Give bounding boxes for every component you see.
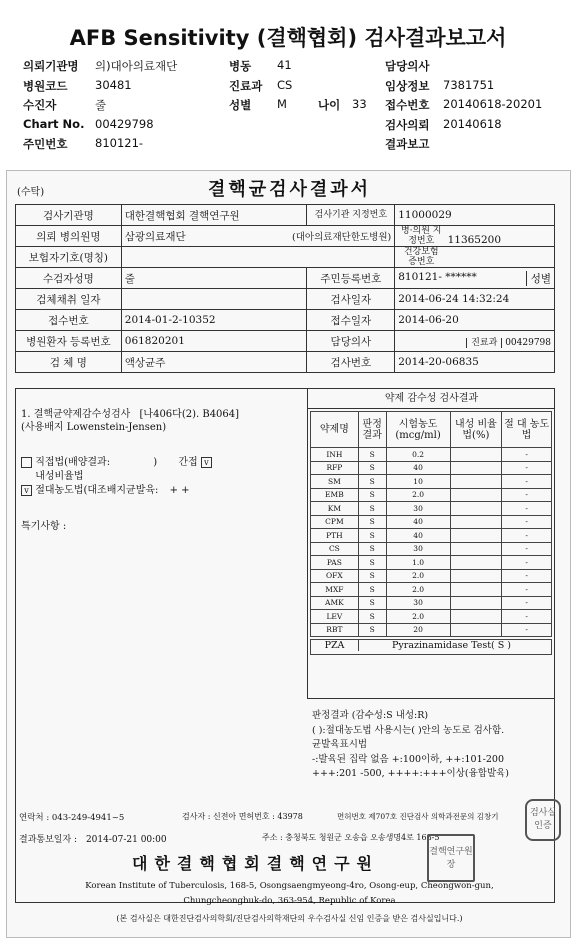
drug-row [311, 556, 552, 570]
header-value: 41 [277, 58, 292, 72]
reg-label: 병원환자 등록번호 [16, 331, 122, 352]
collect-value [121, 289, 307, 310]
abs-method [21, 481, 190, 496]
drug-cell [450, 556, 502, 570]
inst-no-label: 검사기관 지정번호 [307, 205, 395, 226]
header-label: 의뢰기관명 [23, 59, 79, 73]
drug-cell: - [502, 461, 552, 475]
resist-method [21, 467, 84, 482]
divider [307, 698, 555, 699]
drug-cell: S [358, 475, 386, 489]
header-value: 30481 [95, 78, 132, 92]
header-label: 주민번호 [23, 137, 68, 151]
legend-line: ( ):절대농도법 사용시는( )안의 농도로 검사함. [312, 724, 505, 736]
header-value: 20140618-20201 [443, 97, 543, 111]
drug-cell [450, 596, 502, 610]
drug-cell [450, 583, 502, 597]
header-value: 810121- [95, 136, 144, 150]
drug-cell: - [502, 488, 552, 502]
drug-row [311, 623, 552, 637]
drug-cell: KM [311, 502, 359, 516]
copy-label: (수탁) [17, 187, 45, 198]
hosp-no-cell [395, 226, 555, 247]
drug-cell: S [358, 596, 386, 610]
doctor-label: 담당의사 [307, 331, 395, 352]
drug-row [311, 515, 552, 529]
reg-value: 061820201 [121, 331, 307, 352]
drug-cell: SM [311, 475, 359, 489]
drug-cell: 30 [386, 502, 450, 516]
drug-cell: 2.0 [386, 583, 450, 597]
drug-cell: S [358, 502, 386, 516]
drug-cell: S [358, 488, 386, 502]
license: 면허번호 제707호 진단검사 의학과전문의 김창기 [337, 812, 499, 821]
insurance-no-label: 건강보험 증번호 [403, 247, 439, 267]
header-label: Chart No. [23, 117, 85, 131]
drug-row [311, 529, 552, 543]
header-label: 접수번호 [385, 98, 430, 112]
dept-value: 00429798 [505, 337, 551, 348]
drug-cell [450, 569, 502, 583]
drug-cell: S [358, 610, 386, 624]
drug-cell: PAS [311, 556, 359, 570]
drug-cell: 40 [386, 529, 450, 543]
name-label: 수검자성명 [16, 268, 122, 289]
drug-cell: S [358, 515, 386, 529]
report-date-line [19, 832, 167, 845]
drug-cell: LEV [311, 610, 359, 624]
drug-cell [450, 461, 502, 475]
drug-cell: 20 [386, 623, 450, 637]
drug-cell: CPM [311, 515, 359, 529]
drug-cell [450, 448, 502, 462]
legend [312, 709, 554, 782]
drug-cell: MXF [311, 583, 359, 597]
drug-cell: 2.0 [386, 569, 450, 583]
lab-cert-stamp: 검사실 인증 [525, 799, 561, 841]
drug-cell: PTH [311, 529, 359, 543]
drug-cell: S [358, 583, 386, 597]
header-label: 나이 [318, 98, 341, 112]
drug-cell: S [358, 529, 386, 543]
test-no-value: 2014-20-06835 [395, 352, 555, 373]
name-value: 줄 [121, 268, 307, 289]
drug-cell [450, 610, 502, 624]
hosp-cell [121, 226, 394, 247]
test-date-label: 검사일자 [307, 289, 395, 310]
hosp-no-label: 병·의원 지정번호 [400, 226, 442, 246]
drug-cell: - [502, 515, 552, 529]
header-value: M [277, 97, 287, 111]
dept-cell [395, 331, 555, 352]
contact: 연락처 : 043-249-4941~5 [19, 813, 125, 823]
drug-cell: 2.0 [386, 610, 450, 624]
header-value: 33 [352, 97, 367, 111]
rrn-cell [395, 268, 555, 289]
info-table [15, 204, 555, 373]
resist-label: 내성비율법 [35, 471, 84, 482]
drug-cell: CS [311, 542, 359, 556]
legend-line: 판정결과 (감수성:S 내성:R) [312, 710, 429, 721]
drug-cell: - [502, 448, 552, 462]
drug-cell: 1.0 [386, 556, 450, 570]
drug-cell: 40 [386, 515, 450, 529]
header-label: 결과보고 [385, 137, 430, 151]
report-label: 결과통보일자 : [19, 835, 78, 845]
drug-cell: S [358, 556, 386, 570]
direct-label: 직접법(배양결과: [35, 457, 111, 468]
drug-row [311, 461, 552, 475]
org-en-2: Chungcheongbuk-do, 363-954, Republic of Korea [183, 896, 396, 906]
drug-row [311, 610, 552, 624]
legend-line: -:발육된 집락 없음 +:100이하, ++:101-200 [312, 753, 504, 765]
drug-cell: 10 [386, 475, 450, 489]
header-label: 성별 [229, 98, 252, 112]
drug-row [311, 596, 552, 610]
drug-cell [450, 502, 502, 516]
header-value: 줄 [95, 98, 107, 112]
col-header: 절 대 농도법 [502, 412, 552, 448]
header-label: 담당의사 [385, 59, 430, 73]
drug-cell: - [502, 542, 552, 556]
drug-cell: - [502, 623, 552, 637]
col-header: 판정 결과 [358, 412, 386, 448]
insurance-no-cell [395, 247, 555, 268]
drug-cell: - [502, 569, 552, 583]
cert-note: (본 검사실은 대한진단검사의학회/진단검사의학재단의 우수검사실 신임 인증을 받은 검사실입니다.) [116, 914, 463, 923]
header-label: 수진자 [23, 98, 57, 112]
method-medium: (사용배지 Lowenstein-Jensen) [21, 422, 167, 433]
method-code: [나406다(2). B4064] [139, 409, 240, 420]
drug-cell: OFX [311, 569, 359, 583]
specimen-value: 액상균주 [121, 352, 307, 373]
abs-checkbox: v [21, 485, 32, 496]
collect-label: 검체채취 일자 [16, 289, 122, 310]
hosp-no: 11365200 [447, 234, 502, 246]
direct-close: ) [153, 457, 158, 468]
hosp-value: 삼광의료재단 [124, 230, 186, 243]
drug-cell: RFP [311, 461, 359, 475]
susceptibility-table [310, 411, 552, 637]
insurance-label: 보험자기호(명칭) [16, 247, 122, 268]
indirect-label: 간접 [178, 457, 198, 468]
drug-cell: S [358, 448, 386, 462]
org-en-1: Korean Institute of Tuberculosis, 168-5, Osongsaengmyeong-4ro, Osong-eup, Cheongwon-gun, [85, 881, 494, 891]
legend-line: +++:201 -500, ++++:+++이상(융합발육) [312, 768, 510, 779]
drug-cell [450, 488, 502, 502]
indirect-checkbox: v [201, 457, 212, 468]
header-value: CS [277, 78, 293, 92]
examiner: 검사자 : 신전아 면허번호 : 43978 [182, 812, 303, 821]
drug-cell: - [502, 596, 552, 610]
abs-label: 절대농도법(대조배지균발육: [35, 485, 159, 496]
sex-label: 성별 [526, 271, 551, 286]
rrn-label: 주민등록번호 [307, 268, 395, 289]
drug-cell [450, 529, 502, 543]
header-label: 병원코드 [23, 79, 68, 93]
drug-cell: RBT [311, 623, 359, 637]
abs-value: + + [169, 485, 190, 496]
report-date: 2014-07-21 00:00 [85, 835, 167, 845]
org-name: 대한결핵협회결핵연구원 [132, 854, 380, 873]
inst-no: 11000029 [395, 205, 555, 226]
drug-cell [450, 475, 502, 489]
header-value: 의)대아의료재단 [95, 59, 178, 73]
drug-cell [450, 515, 502, 529]
header-label: 진료과 [229, 79, 263, 93]
direct-method [21, 453, 212, 468]
drug-cell: - [502, 529, 552, 543]
drug-row [311, 448, 552, 462]
receipt-label: 접수번호 [16, 310, 122, 331]
drug-cell: - [502, 583, 552, 597]
report-title: AFB Sensitivity (결핵협회) 검사결과보고서 [69, 26, 507, 50]
legend-line: 균발육표시법 [312, 739, 368, 750]
drug-cell [450, 542, 502, 556]
result-form [6, 170, 571, 938]
drug-cell: S [358, 542, 386, 556]
address: 주소 : 충청북도 청원군 오송읍 오송생명4로 168-5 [262, 833, 440, 842]
header-value: 20140618 [443, 117, 502, 131]
form-title: 결핵균검사결과서 [207, 179, 372, 200]
header-label: 임상정보 [385, 79, 430, 93]
dept-label: 진료과 [466, 338, 502, 348]
divider [307, 388, 308, 698]
method-title: 1. 결핵균약제감수성검사 [21, 409, 131, 420]
insurance-value [121, 247, 394, 268]
pza-label: PZA [311, 640, 359, 651]
drug-row [311, 502, 552, 516]
col-header: 약제명 [311, 412, 359, 448]
drug-row [311, 475, 552, 489]
header-value: 00429798 [95, 117, 154, 131]
drug-cell: 30 [386, 542, 450, 556]
inst-label: 검사기관명 [16, 205, 122, 226]
susceptibility-title: 약제 감수성 검사결과 [308, 389, 555, 409]
hosp-sub: (대아의료재단한도병원) [292, 231, 392, 243]
drug-cell: - [502, 610, 552, 624]
drug-cell [450, 623, 502, 637]
col-header: 내성 비율법(%) [450, 412, 502, 448]
drug-row [311, 488, 552, 502]
drug-cell: 40 [386, 461, 450, 475]
drug-cell: - [502, 556, 552, 570]
drug-row [311, 569, 552, 583]
remarks-label: 특기사항 : [21, 521, 67, 532]
drug-cell: INH [311, 448, 359, 462]
drug-cell: AMK [311, 596, 359, 610]
pza-value: Pyrazinamidase Test( S ) [392, 640, 512, 651]
drug-row [311, 583, 552, 597]
drug-cell: 30 [386, 596, 450, 610]
receipt-date-value: 2014-06-20 [395, 310, 555, 331]
test-date-value: 2014-06-24 14:32:24 [395, 289, 555, 310]
specimen-label: 검 체 명 [16, 352, 122, 373]
receipt-value: 2014-01-2-10352 [121, 310, 307, 331]
test-no-label: 검사번호 [307, 352, 395, 373]
inst-value: 대한결핵협회 결핵연구원 [121, 205, 307, 226]
header-label: 병동 [229, 59, 252, 73]
drug-cell: S [358, 623, 386, 637]
drug-cell: S [358, 569, 386, 583]
header-label: 검사의뢰 [385, 118, 430, 132]
drug-cell: 0.2 [386, 448, 450, 462]
pza-row [310, 639, 552, 655]
drug-cell: 2.0 [386, 488, 450, 502]
drug-cell: EMB [311, 488, 359, 502]
receipt-date-label: 접수일자 [307, 310, 395, 331]
hosp-label: 의뢰 병의원명 [16, 226, 122, 247]
drug-cell: - [502, 475, 552, 489]
drug-cell: S [358, 461, 386, 475]
rrn-value: 810121- ****** [398, 270, 477, 283]
col-header: 시험농도 (mcg/ml) [386, 412, 450, 448]
drug-row [311, 542, 552, 556]
header-value: 7381751 [443, 78, 495, 92]
drug-cell: - [502, 502, 552, 516]
director-seal: 결핵연구원장 [427, 834, 475, 882]
